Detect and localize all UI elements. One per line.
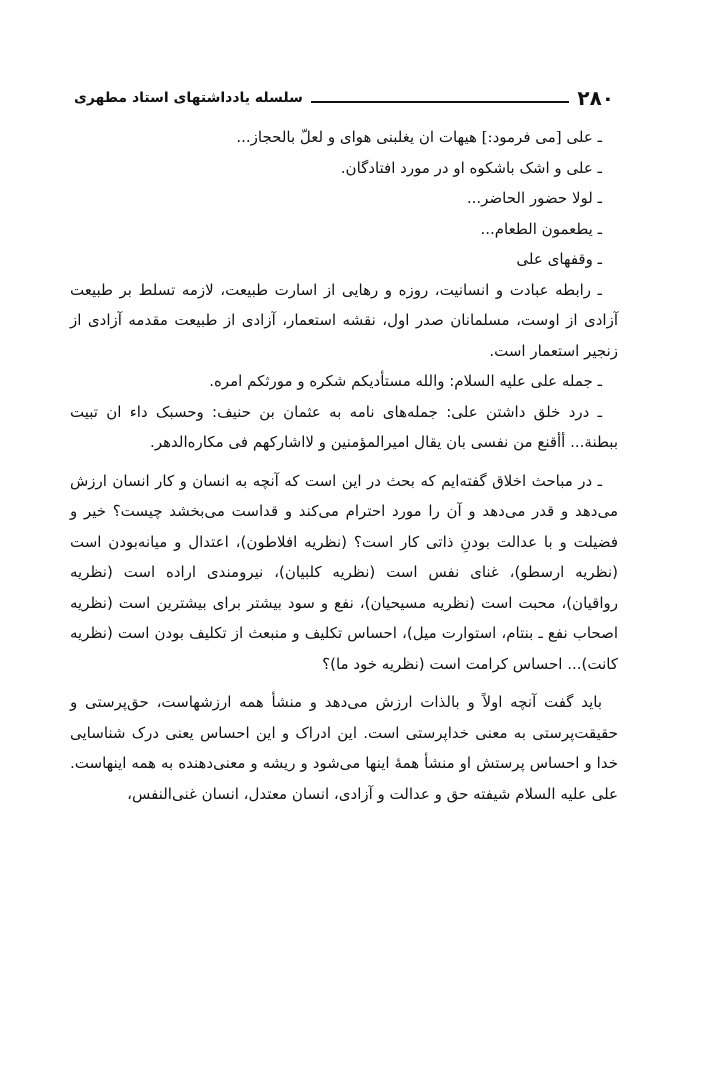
note-item: ـ لولا حضور الحاضر... (466, 189, 602, 207)
body-paragraph: باید گفت آنچه اولاً و بالذات ارزش می‌دهد و منشأ همه ارزشهاست، حق‌پرستی و حقیقت‌پرستی به معنی خداپرستی است. این ادراک و این احساس یعنی درک شناسایی خدا و احساس پرستش او منشأ همهٔ اینها می‌شود و ریشه و معنی‌دهنده به همه اینهاست. علی علیه السلام شیفته حق و عدالت و آزادی، انسان معتدل، انسان غنی‌النفس، (70, 693, 618, 803)
note-item: ـ علی [می فرمود:] هیهات ان یغلبنی هوای و لعلّ بالحجاز... (236, 128, 602, 146)
page-body (70, 122, 618, 809)
header-rule (311, 101, 570, 103)
note-item: ـ یطعمون الطعام... (480, 219, 602, 238)
note-item: ـ وقفهای علی (516, 250, 602, 268)
note-item: ـ جمله علی علیه السلام: والله مستأدیکم شکره و مورثکم امره. (209, 372, 602, 390)
note-item: ـ درد خلق داشتن علی: جمله‌های نامه به عثمان بن حنیف: وحسبک داء ان تبیت ببطنة... أأقنع من نفسی بان یقال امیرالمؤمنین و لااشارکهم فی مکاره‌الدهر. (70, 402, 618, 451)
note-item: ـ علی و اشک باشکوه او در مورد افتادگان. (340, 158, 602, 177)
body-paragraph: ـ در مباحث اخلاق گفته‌ایم که بحث در این است که آنچه به انسان و کار انسان ارزش می‌دهد و قدر می‌دهد و آن را مورد احترام می‌کند و قداست می‌بخشد چیست؟ خیر و فضیلت و با عدالت بودنِ ذاتی کار است؟ (نظریه افلاطون)، اعتدال و میانه‌بودن است (نظریه ارسطو)، غنای نفس است (نظریه کلبیان)، نیرومندی اراده است (نظریه رواقیان)، محبت است (نظریه مسیحیان)، نفع و سود بیشتر برای بیشترین است (نظریه اصحاب نفع ـ بنتام، استوارت میل)، احساس تکلیف و منبعث از تکلیف بودن است (نظریه کانت)... احساس کرامت است (نظریه خود ما)؟ (70, 471, 618, 673)
note-item: ـ رابطه عبادت و انسانیت، روزه و رهایی از اسارت طبیعت، لازمه تسلط بر طبیعت آزادی از اوست، مسلمانان صدر اول، نقشه استعمار، آزادی از طبیعت مقدمه آزادی از زنجیر استعمار است. (70, 280, 618, 360)
note-list (70, 122, 618, 458)
page-number: ۲۸۰ (577, 86, 614, 110)
running-header (74, 80, 614, 110)
series-title: سلسله یادداشتهای استاد مطهری (74, 90, 303, 106)
